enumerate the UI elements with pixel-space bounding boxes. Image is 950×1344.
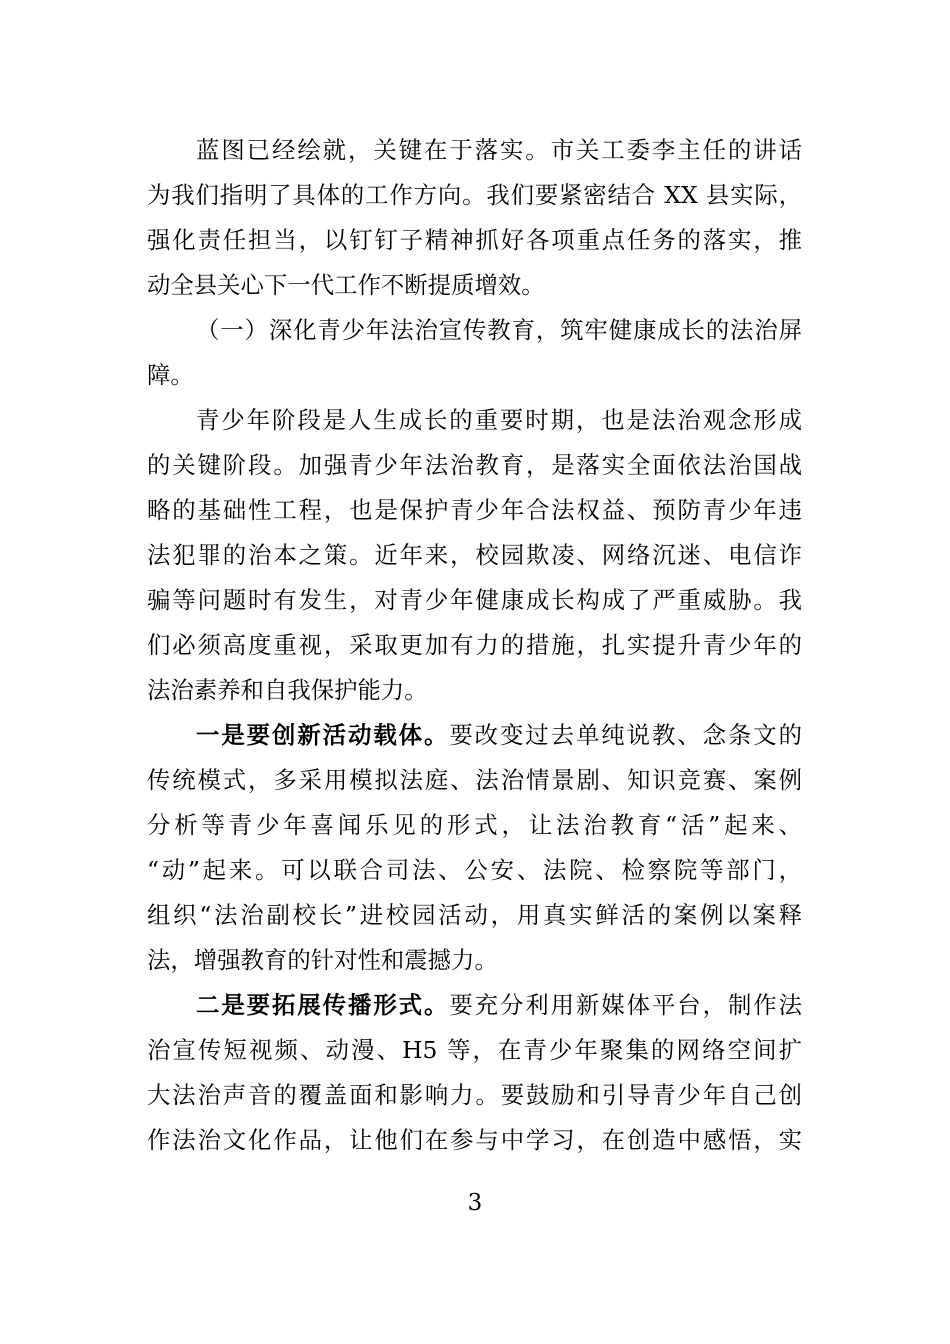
intro-line-1: 蓝图已经绘就，关键在于落实。市关工委李主任的讲话 bbox=[196, 136, 802, 164]
page-number: 3 bbox=[467, 1190, 483, 1216]
background-line-1: 青少年阶段是人生成长的重要时期，也是法治观念形成 bbox=[196, 406, 802, 434]
background-line-5: 骗等问题时有发生，对青少年健康成长构成了严重威胁。我 bbox=[147, 586, 802, 614]
background-line-7: 法治素养和自我保护能力。 bbox=[147, 676, 428, 704]
point-two-line-4: 作法治文化作品，让他们在参与中学习，在创造中感悟，实 bbox=[147, 1126, 802, 1154]
background-line-3: 略的基础性工程，也是保护青少年合法权益、预防青少年违 bbox=[147, 496, 802, 524]
background-line-4: 法犯罪的治本之策。近年来，校园欺凌、网络沉迷、电信诈 bbox=[147, 541, 802, 569]
background-line-2: 的关键阶段。加强青少年法治教育，是落实全面依法治国战 bbox=[147, 451, 802, 479]
intro-line-3: 强化责任担当，以钉钉子精神抓好各项重点任务的落实，推 bbox=[147, 226, 802, 254]
point-two-line-3: 大法治声音的覆盖面和影响力。要鼓励和引导青少年自己创 bbox=[147, 1081, 802, 1109]
section-heading-line-2: 障。 bbox=[147, 361, 194, 389]
section-heading-line-1: （一）深化青少年法治宣传教育，筑牢健康成长的法治屏 bbox=[196, 316, 802, 344]
point-one-line-5: 组织“法治副校长”进校园活动，用真实鲜活的案例以案释 bbox=[147, 901, 802, 929]
background-line-6: 们必须高度重视，采取更加有力的措施，扎实提升青少年的 bbox=[147, 631, 802, 659]
point-one-line-4: “动”起来。可以联合司法、公安、法院、检察院等部门， bbox=[147, 856, 802, 884]
point-one-lead: 一是要创新活动载体。 bbox=[196, 721, 450, 749]
intro-line-2: 为我们指明了具体的工作方向。我们要紧密结合 XX 县实际， bbox=[147, 181, 802, 209]
point-one-line-1 bbox=[196, 713, 802, 758]
point-two-lead: 二是要拓展传播形式。 bbox=[196, 991, 450, 1019]
point-two-line-2: 治宣传短视频、动漫、H5 等，在青少年聚集的网络空间扩 bbox=[147, 1036, 802, 1064]
point-two-line-1 bbox=[196, 983, 802, 1028]
point-one-line-1-text: 要改变过去单纯说教、念条文的 bbox=[449, 721, 803, 749]
point-two-line-1-text: 要充分利用新媒体平台，制作法 bbox=[449, 991, 803, 1019]
point-one-line-3: 分析等青少年喜闻乐见的形式，让法治教育“活”起来、 bbox=[147, 811, 802, 839]
intro-line-4: 动全县关心下一代工作不断提质增效。 bbox=[147, 271, 545, 299]
point-one-line-2: 传统模式，多采用模拟法庭、法治情景剧、知识竞赛、案例 bbox=[147, 766, 802, 794]
point-one-line-6: 法，增强教育的针对性和震撼力。 bbox=[147, 946, 498, 974]
